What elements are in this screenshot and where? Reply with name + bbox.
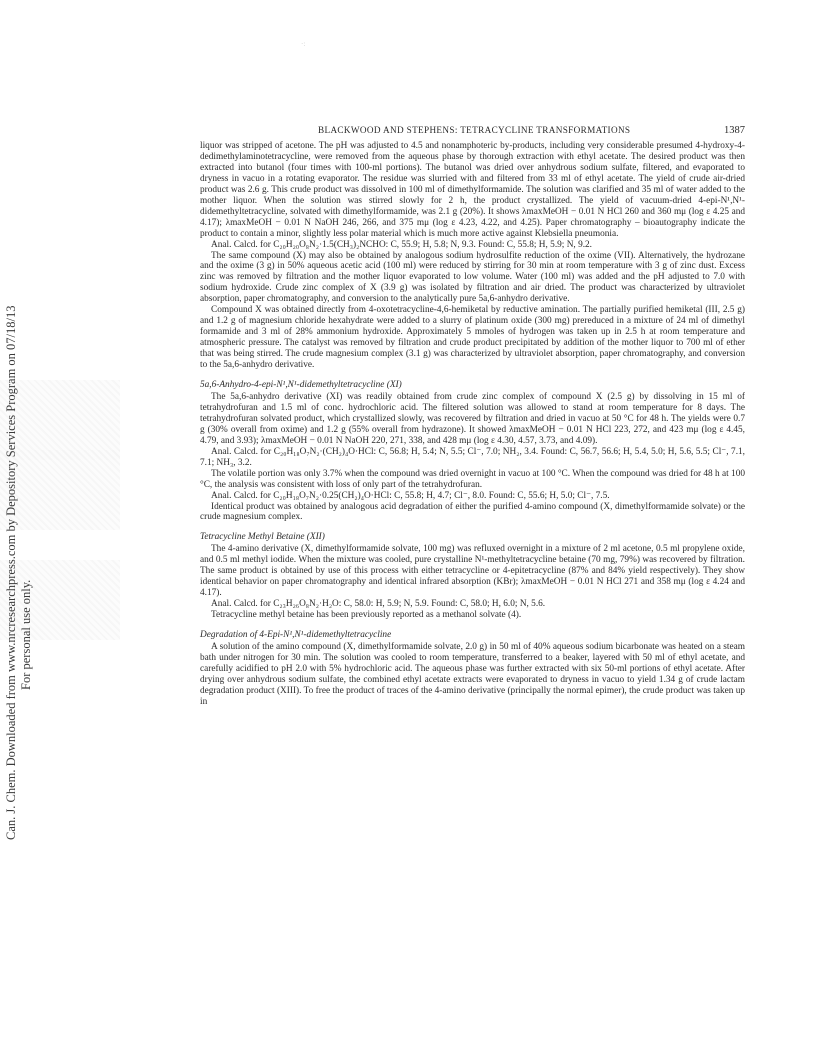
download-notice-sidebar [4, 200, 50, 840]
paragraph: Tetracycline methyl betaine has been previously reported as a methanol solvate (4). [211, 610, 522, 621]
section-heading: Tetracycline Methyl Betaine (XII) [200, 532, 325, 543]
scan-mark: ·: [301, 40, 306, 48]
paragraph: Anal. Calcd. for C₂₀H₂₀O₈N₂·1.5(CH₃)₂NCHO: C, 55.9; H, 5.8; N, 9.3. Found: C, 55.8; H, 5.9; N, 9.2. [211, 239, 593, 250]
body-column [200, 141, 745, 708]
paragraph: Anal. Calcd. for C₂₀H₁₈O₇N₂·0.25(CH₂)₄O·HCl: C, 55.8; H, 4.7; Cl⁻, 8.0. Found: C, 55.6; H, 5.0; Cl⁻, 7.5. [211, 490, 610, 501]
paragraph: The volatile portion was only 3.7% when the compound was dried overnight in vacuo at 100 °C. When the compound was dried for 48 h at 100 °C, the analysis was consistent with loss of only part of the tetrahydrofuran. [200, 468, 745, 490]
running-title: BLACKWOOD AND STEPHENS: TETRACYCLINE TRANSFORMATIONS [318, 125, 631, 135]
paragraph: liquor was stripped of acetone. The pH was adjusted to 4.5 and nonamphoteric by-products, including very considerable presumed 4-hydroxy-4-dedimethylaminotetracycline, were removed from the aqueous phase by thorough extraction with ethyl acetate. The desired product was then extracted into butanol (four times with 100-ml portions). The butanol was dried over anhydrous sodium sulfate, filtered, and evaporated to dryness in vacuo in a rotating evaporator. The residue was slurried with and filtered from 33 ml of ethyl acetate. The yield of crude air-dried product was 2.6 g. This crude product was dissolved in 100 ml of dimethylformamide. The solution was clarified and 35 ml of water added to the mother liquor. When the solution was stirred slowly for 2 h, the product crystallized. The yield of vacuum-dried 4-epi-N¹,N¹-didemethyltetracycline, solvated with dimethylformamide, was 2.1 g (20%). It shows λmaxMeOH − 0.01 N HCl 260 and 360 mμ (log ε 4.25 and 4.17); λmaxMeOH − 0.01 N NaOH 246, 266, and 375 mμ (log ε 4.23, 4.22, and 4.25). Paper chromatography – bioautography indicate the product to contain a minor, slightly less polar material which is much more active against Klebsiella pneumonia. [200, 141, 745, 239]
page-number: 1387 [724, 125, 745, 136]
paragraph: Identical product was obtained by analogous acid degradation of either the purified 4-amino compound (X, dimethylformamide solvate) or the crude magnesium complex. [200, 501, 745, 523]
paragraph: Anal. Calcd. for C₂₀H₁₈O₇N₂·(CH₂)₄O·HCl: C, 56.8; H, 5.4; N, 5.5; Cl⁻, 7.0; NH₂, 3.4. Found: C, 56.7, 56.6; H, 5.4, 5.0; H, 5.6, 5.5; Cl⁻, 7.1, 7.1; NH₃, 3.2. [200, 446, 745, 468]
paragraph: The same compound (X) may also be obtained by analogous sodium hydrosulfite reduction of the oxime (VII). Alternatively, the hydrozane and the oxime (3 g) in 50% aqueous acetic acid (100 ml) were reduced by stirring for 30 min at room temperature with 3 g of zinc dust. Excess zinc was removed by filtration and the mother liquor evaporated to low volume. Water (100 ml) was added and the pH adjusted to 7.0 with sodium hydroxide. Crude zinc complex of X (3.9 g) was isolated by filtration and air dried. The product was characterized by ultraviolet absorption, paper chromatography, and conversion to the analytically pure 5a,6-anhydro derivative. [200, 250, 745, 305]
paragraph: The 4-amino derivative (X, dimethylformamide solvate, 100 mg) was refluxed overnight in a mixture of 2 ml acetone, 0.5 ml propylene oxide, and 0.5 ml methyl iodide. When the mixture was cooled, pure crystalline N¹-methyltetracycline betaine (70 mg, 79%) was recovered by filtration. The same product is obtained by use of this process with either tetracycline or 4-epitetracycline (87% and 84% yield respectively). They show identical behavior on paper chromatography and identical infrared absorption (KBr); λmaxMeOH − 0.01 N HCl 271 and 358 mμ (log ε 4.24 and 4.17). [200, 544, 745, 599]
paragraph: A solution of the amino compound (X, dimethylformamide solvate, 2.0 g) in 50 ml of 40% aqueous sodium bicarbonate was heated on a steam bath under nitrogen for 30 min. The solution was cooled to room temperature, transferred to a beaker, layered with 50 ml of ethyl acetate, and carefully acidified to pH 2.0 with 5% hydrochloric acid. The aqueous phase was further extracted with six 50-ml portions of ethyl acetate. After drying over anhydrous sodium sulfate, the combined ethyl acetate extracts were evaporated to dryness in vacuo to yield 1.34 g of crude lactam degradation product (XIII). To free the product of traces of the 4-amino derivative (principally the normal epimer), the crude product was taken up in [200, 641, 745, 707]
download-notice-line-2: For personal use only. [19, 579, 33, 690]
running-header [200, 125, 745, 139]
paragraph: Anal. Calcd. for C₂₃H₂₆O₈N₂·H₂O: C, 58.0: H, 5.9; N, 5.9. Found: C, 58.0; H, 6.0; N, 5.6. [211, 599, 546, 610]
paragraph: The 5a,6-anhydro derivative (XI) was readily obtained from crude zinc complex of compound X (2.5 g) by dissolving in 15 ml of tetrahydrofuran and 1.5 ml of conc. hydrochloric acid. The filtered solution was allowed to stand at room temperature for 8 days. The tetrahydrofuran solvated product, which crystallized slowly, was recovered by filtration and dried in vacuo at 50 °C for 48 h. The yields were 0.7 g (30% overall from oxime) and 1.2 g (55% overall from hydrazone). It showed λmaxMeOH − 0.01 N HCl 223, 272, and 423 mμ (log ε 4.45, 4.79, and 3.93); λmaxMeOH − 0.01 N NaOH 220, 271, 338, and 428 mμ (log ε 4.30, 4.57, 3.73, and 4.09). [200, 391, 745, 446]
download-notice-line-1: Can. J. Chem. Downloaded from www.nrcresearchpress.com by Depository Services Program on 07/18/13 [4, 305, 18, 840]
section-heading: 5a,6-Anhydro-4-epi-N¹,N¹-didemethyltetracycline (XI) [200, 380, 402, 391]
paragraph: Compound X was obtained directly from 4-oxotetracycline-4,6-hemiketal by reductive amination. The partially purified hemiketal (III, 2.5 g) and 1.2 g of magnesium chloride hexahydrate were added to a slurry of platinum oxide (300 mg) prereduced in a mixture of 24 ml of dimethyl formamide and 3 ml of 28% ammonium hydroxide. Approximately 5 mmoles of hydrogen was taken up in 2.5 h at room temperature and atmospheric pressure. The catalyst was removed by filtration and crude product precipitated by addition of the mother liquor to 700 ml of ether that was being stirred. The crude magnesium complex (3.1 g) was characterized by ultraviolet absorption, paper chromatography, and conversion to the 5a,6-anhydro derivative. [200, 305, 745, 371]
section-heading: Degradation of 4-Epi-N¹,N¹-didemethyltetracycline [200, 630, 392, 641]
